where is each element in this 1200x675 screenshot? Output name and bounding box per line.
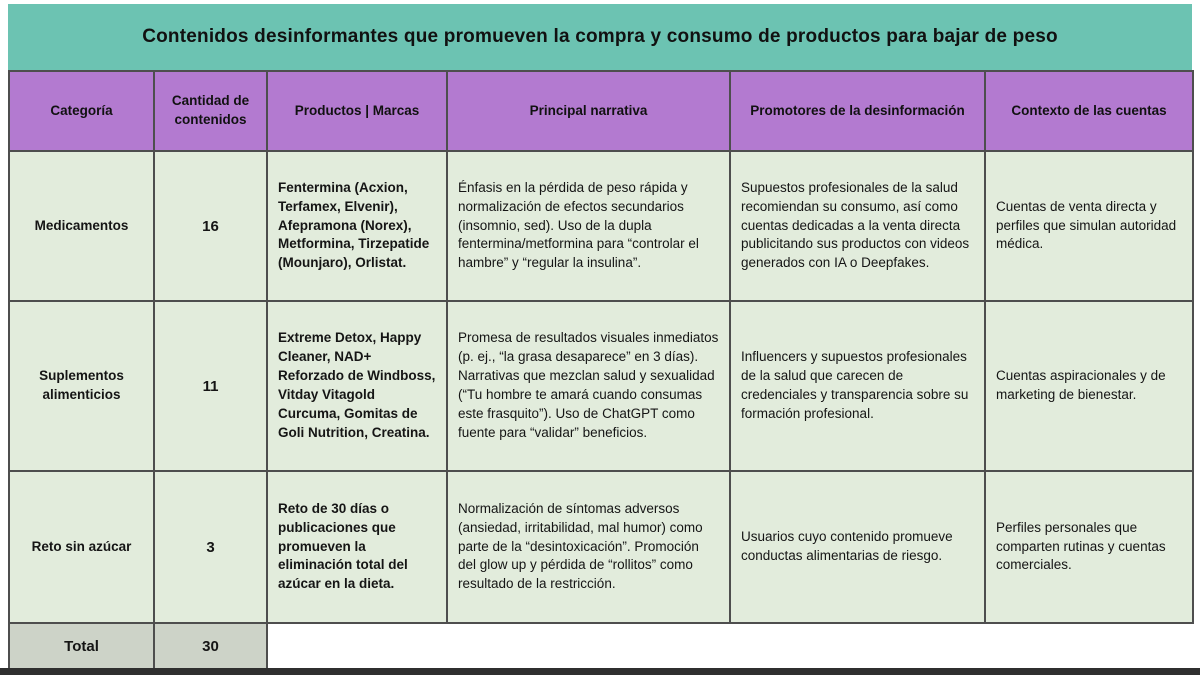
cell-cantidad: 16 [154,151,267,301]
cell-productos: Fentermina (Acxion, Terfamex, Elvenir), Afepramona (Norex), Metformina, Tirzepatide (Mounjaro), Orlistat. [267,151,447,301]
header-promotores: Promotores de la desinformación [730,71,985,151]
cell-categoria: Medicamentos [9,151,154,301]
cell-narrativa: Énfasis en la pérdida de peso rápida y normalización de efectos secundarios (insomnio, sed). Uso de la dupla fentermina/metformina para “controlar el hambre” y “regular la insulina”. [447,151,730,301]
total-row [9,623,1193,669]
bottom-edge-bar [0,668,1200,675]
disinformation-table [8,70,1194,670]
cell-categoria: Reto sin azúcar [9,471,154,623]
header-cantidad: Cantidad de contenidos [154,71,267,151]
cell-narrativa: Promesa de resultados visuales inmediatos (p. ej., “la grasa desaparece” en 3 días). Narrativas que mezclan salud y sexualidad (“Tu hombre te amará cuando consumas este frasquito”). Uso de ChatGPT como fuente para “validar” beneficios. [447,301,730,471]
cell-narrativa: Normalización de síntomas adversos (ansiedad, irritabilidad, mal humor) como parte de la “desintoxicación”. Promoción del glow up y pérdida de “rollitos” como resultado de la restricción. [447,471,730,623]
cell-cantidad: 11 [154,301,267,471]
total-blank-cell [985,623,1193,669]
header-productos-marcas: Productos | Marcas [267,71,447,151]
total-value: 30 [154,623,267,669]
cell-contexto: Perfiles personales que comparten rutinas y cuentas comerciales. [985,471,1193,623]
cell-promotores: Usuarios cuyo contenido promueve conductas alimentarias de riesgo. [730,471,985,623]
cell-promotores: Influencers y supuestos profesionales de la salud que carecen de credenciales y transparencia sobre su formación profesional. [730,301,985,471]
total-blank-cell [730,623,985,669]
total-blank-cell [267,623,447,669]
cell-categoria: Suplementos alimenticios [9,301,154,471]
total-label: Total [9,623,154,669]
header-principal-narrativa: Principal narrativa [447,71,730,151]
title-banner [8,4,1192,70]
table-row-medicamentos [9,151,1193,301]
header-contexto-cuentas: Contexto de las cuentas [985,71,1193,151]
cell-productos: Reto de 30 días o publicaciones que promueven la eliminación total del azúcar en la dieta. [267,471,447,623]
cell-cantidad: 3 [154,471,267,623]
cell-contexto: Cuentas aspiracionales y de marketing de bienestar. [985,301,1193,471]
cell-productos: Extreme Detox, Happy Cleaner, NAD+ Reforzado de Windboss, Vitday Vitagold Curcuma, Gomitas de Goli Nutrition, Creatina. [267,301,447,471]
cell-promotores: Supuestos profesionales de la salud recomiendan su consumo, así como cuentas dedicadas a la venta directa publicitando sus productos con videos generados con IA o Deepfakes. [730,151,985,301]
header-categoria: Categoría [9,71,154,151]
total-blank-cell [447,623,730,669]
header-row [9,71,1193,151]
table-row-reto-sin-azucar [9,471,1193,623]
table-row-suplementos [9,301,1193,471]
cell-contexto: Cuentas de venta directa y perfiles que simulan autoridad médica. [985,151,1193,301]
page-title: Contenidos desinformantes que promueven la compra y consumo de productos para bajar de peso [142,26,1058,47]
